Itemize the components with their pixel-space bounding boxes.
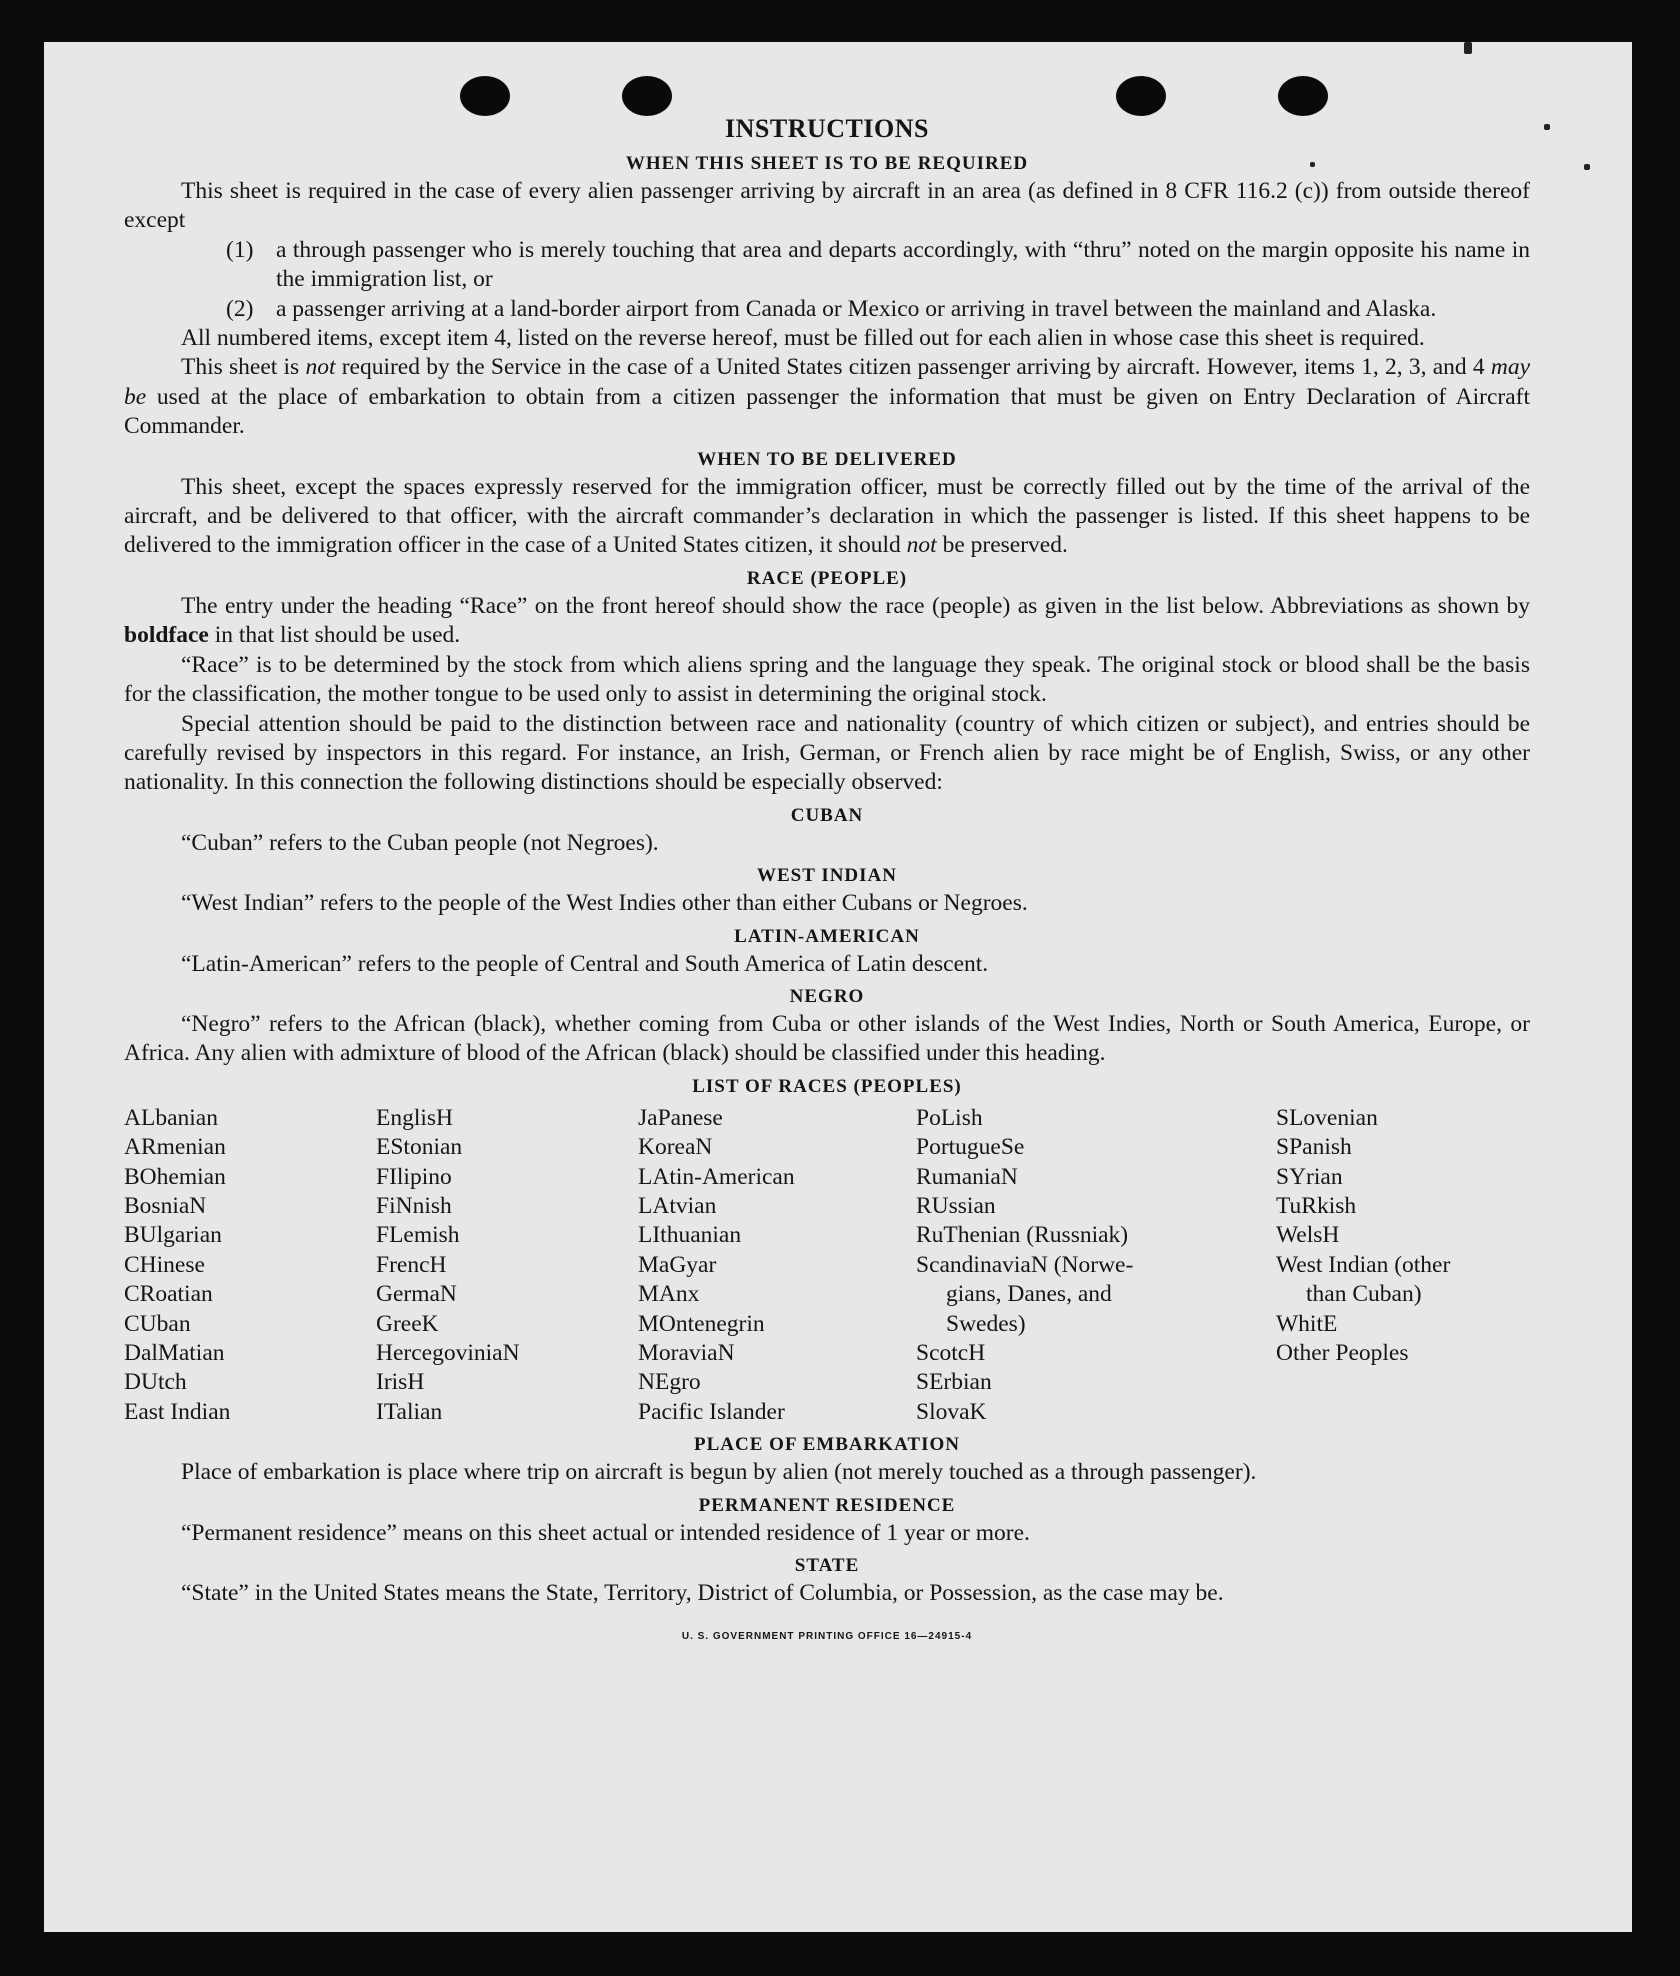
paragraph-residence: “Permanent residence” means on this sheet actual or intended residence of 1 year or more. (181, 1519, 1030, 1546)
paragraph-state: “State” in the United States means the State, Territory, District of Columbia, or Possession, as the case may be. (181, 1580, 1224, 1607)
race-entry: ARmenian (124, 1134, 226, 1161)
heading-state: STATE (794, 1555, 860, 1577)
heading-permanent-residence: PERMANENT RESIDENCE (698, 1494, 956, 1516)
heading-race: RACE (PEOPLE) (746, 567, 908, 589)
race-entry: IrisH (376, 1369, 425, 1396)
race-entry: Other Peoples (1276, 1340, 1409, 1366)
race-entry: KoreaN (638, 1134, 713, 1161)
race-entry: ITalian (376, 1398, 443, 1425)
heading-west-indian: WEST INDIAN (757, 865, 897, 887)
race-entry: CRoatian (124, 1281, 213, 1308)
exception-item: (2) a passenger arriving at a land-border airport from Canada or Mexico or arriving in travel between the mainland and Alaska. (226, 295, 1437, 322)
punch-hole (1278, 76, 1328, 116)
race-entry: SPanish (1276, 1134, 1352, 1161)
race-entry: SYrian (1276, 1163, 1343, 1190)
race-entry: SErbian (916, 1369, 992, 1396)
race-entry: EStonian (376, 1134, 463, 1161)
race-entry: RUssian (916, 1192, 996, 1219)
punch-hole (622, 76, 672, 116)
race-entry: LIthuanian (638, 1222, 742, 1249)
race-entry: FLemish (376, 1222, 460, 1249)
races-list (124, 1104, 1530, 1427)
heading-negro: NEGRO (789, 985, 865, 1007)
race-entry: WhitE (1276, 1310, 1338, 1337)
race-entry: DUtch (124, 1369, 187, 1396)
ink-speck (1544, 124, 1550, 130)
paragraph-numbered-items: All numbered items, except item 4, listed on the reverse hereof, must be filled out for each alien in whose case this sheet is required. (181, 325, 1425, 352)
heading-cuban: CUBAN (790, 804, 864, 826)
race-entry: ALbanian (124, 1104, 218, 1131)
paragraph-embarkation: Place of embarkation is place where trip on aircraft is begun by alien (not merely touched as a through passenger). (181, 1459, 1257, 1486)
race-entry: MOntenegrin (638, 1310, 765, 1337)
race-entry: ScotcH (916, 1340, 986, 1366)
heading-when-delivered: WHEN TO BE DELIVERED (697, 448, 957, 470)
race-entry: MoraviaN (638, 1340, 735, 1366)
race-entry: LAtvian (638, 1192, 717, 1219)
race-entry: RumaniaN (916, 1163, 1018, 1190)
race-entry: JaPanese (638, 1104, 723, 1131)
race-entry: RuThenian (Russniak) (916, 1222, 1129, 1249)
race-entry: GreeK (376, 1310, 439, 1337)
paragraph-required: This sheet is required in the case of every alien passenger arriving by aircraft in an area (as defined in 8 CFR 116.2 (c)) from outside thereof except (124, 178, 1530, 234)
paragraph-cuban: “Cuban” refers to the Cuban people (not Negroes). (181, 829, 659, 856)
race-entry: HercegoviniaN (376, 1340, 520, 1366)
race-entry-continued: than Cuban) (1306, 1281, 1422, 1308)
document-sheet (44, 42, 1632, 1932)
punch-hole (460, 76, 510, 116)
race-entry: BOhemian (124, 1163, 226, 1190)
ink-speck (1584, 164, 1590, 170)
race-entry: SLovenian (1276, 1104, 1378, 1131)
race-entry-continued: gians, Danes, and (946, 1281, 1112, 1308)
race-entry: WelsH (1276, 1222, 1340, 1249)
race-entry: SlovaK (916, 1398, 987, 1425)
heading-place-of-embarkation: PLACE OF EMBARKATION (694, 1434, 960, 1456)
paragraph-delivered: This sheet, except the spaces expressly reserved for the immigration officer, must be correctly filled out by the time of the arrival of the aircraft, and be delivered to that officer, with the aircraft commander’s declaration in which the passenger is listed. If this sheet happens to be delivered to the immigration officer in the case of a United States citizen, it should not be preserved. (124, 473, 1530, 559)
punch-hole (1116, 76, 1166, 116)
race-entry: West Indian (other (1276, 1251, 1451, 1278)
race-entry: EnglisH (376, 1104, 454, 1131)
printing-office-imprint: U. S. GOVERNMENT PRINTING OFFICE 16—24915-4 (681, 1631, 973, 1643)
race-entry: BUlgarian (124, 1222, 222, 1249)
race-entry: TuRkish (1276, 1192, 1357, 1219)
paragraph-west-indian: “West Indian” refers to the people of the West Indies other than either Cubans or Negroes. (181, 890, 1028, 917)
paragraph-latin-american: “Latin-American” refers to the people of Central and South America of Latin descent. (181, 950, 989, 977)
race-entry: CHinese (124, 1251, 205, 1278)
heading-latin-american: LATIN-AMERICAN (734, 925, 920, 947)
races-column-3 (638, 1104, 916, 1427)
race-entry-continued: Swedes) (946, 1310, 1026, 1337)
race-entry: Pacific Islander (638, 1398, 785, 1425)
race-entry: PortugueSe (916, 1134, 1025, 1161)
paragraph-negro: “Negro” refers to the African (black), whether coming from Cuba or other islands of the West Indies, North or South America, Europe, or Africa. Any alien with admixture of blood of the African (black) should be classified under this heading. (124, 1010, 1530, 1067)
race-entry: DalMatian (124, 1340, 225, 1366)
races-column-5 (1276, 1104, 1530, 1427)
races-column-1 (124, 1104, 376, 1427)
races-column-2 (376, 1104, 638, 1427)
paragraph-race-entry: The entry under the heading “Race” on the front hereof should show the race (people) as given in the list below. Abbreviations as shown by boldface in that list should be used. (124, 592, 1530, 649)
ink-speck (1464, 42, 1472, 54)
race-entry: PoLish (916, 1104, 983, 1131)
race-entry: BosniaN (124, 1192, 207, 1219)
race-entry: NEgro (638, 1369, 701, 1396)
race-entry: CUban (124, 1310, 191, 1337)
race-entry: ScandinaviaN (Norwe- (916, 1251, 1134, 1278)
paragraph-citizen: This sheet is not required by the Service in the case of a United States citizen passenger arriving by aircraft. However, items 1, 2, 3, and 4 may be used at the place of embarkation to obtain from a citizen passenger the information that must be given on Entry Declaration of Aircraft Commander. (124, 354, 1530, 440)
race-entry: GermaN (376, 1281, 457, 1308)
heading-when-required: WHEN THIS SHEET IS TO BE REQUIRED (625, 153, 1029, 174)
race-entry: MAnx (638, 1281, 700, 1308)
race-entry: FIlipino (376, 1163, 452, 1190)
paragraph-race-nationality: Special attention should be paid to the distinction between race and nationality (country of which citizen or subject), and entries should be carefully revised by inspectors in this regard. For instance, an Irish, German, or French alien by race might be of English, Swiss, or any other nationality. In this connection the following distinctions should be especially observed: (124, 710, 1530, 796)
paragraph-race-definition: “Race” is to be determined by the stock from which aliens spring and the language they speak. The original stock or blood shall be the basis for the classification, the mother tongue to be used only to assist in determining the original stock. (124, 651, 1530, 708)
heading-list-of-races: LIST OF RACES (PEOPLES) (692, 1075, 962, 1097)
races-column-4 (916, 1104, 1276, 1427)
page-title: INSTRUCTIONS (725, 114, 929, 143)
race-entry: FiNnish (376, 1192, 452, 1219)
race-entry: FrencH (376, 1251, 447, 1278)
exception-item: (1) a through passenger who is merely touching that area and departs accordingly, with “thru” noted on the margin opposite his name in the immigration list, or (226, 236, 1530, 293)
race-entry: East Indian (124, 1398, 231, 1425)
race-entry: LAtin-American (638, 1163, 795, 1190)
instructions-content (124, 112, 1530, 1652)
race-entry: MaGyar (638, 1251, 717, 1278)
